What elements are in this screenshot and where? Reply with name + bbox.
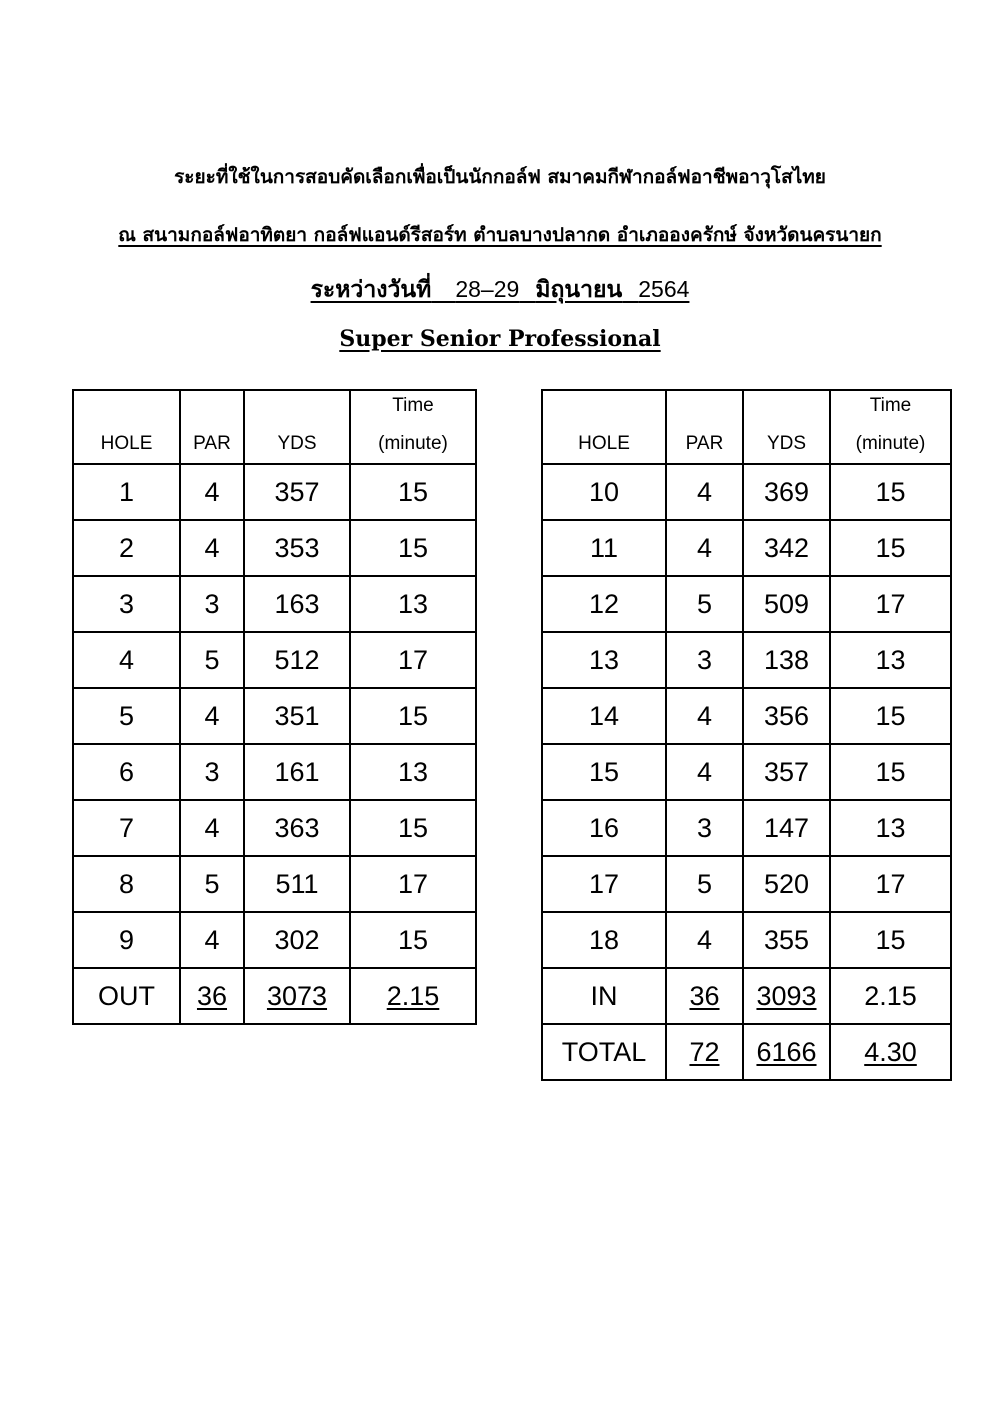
col-hole-header: HOLE — [73, 390, 180, 464]
table-row — [73, 576, 476, 632]
out-par: 36 — [180, 968, 244, 1024]
cell-time: 15 — [830, 520, 951, 576]
document-title — [0, 162, 1000, 192]
cell-time: 17 — [350, 632, 476, 688]
date-line — [0, 272, 1000, 308]
in-par: 36 — [666, 968, 743, 1024]
cell-hole: 9 — [73, 912, 180, 968]
cell-yds: 363 — [244, 800, 350, 856]
cell-time: 15 — [830, 464, 951, 520]
cell-par: 4 — [666, 912, 743, 968]
cell-par: 3 — [180, 576, 244, 632]
table-row — [542, 744, 951, 800]
cell-time: 17 — [830, 576, 951, 632]
cell-hole: 2 — [73, 520, 180, 576]
cell-par: 5 — [666, 576, 743, 632]
cell-hole: 16 — [542, 800, 666, 856]
date-prefix: ระหว่างวันที่ — [310, 276, 432, 303]
cell-hole: 14 — [542, 688, 666, 744]
table-row — [542, 912, 951, 968]
out-total-row — [73, 968, 476, 1024]
cell-time: 15 — [830, 912, 951, 968]
cell-time: 17 — [830, 856, 951, 912]
table-row — [73, 912, 476, 968]
cell-time: 17 — [350, 856, 476, 912]
cell-par: 4 — [666, 688, 743, 744]
cell-time: 13 — [350, 744, 476, 800]
cell-yds: 342 — [743, 520, 830, 576]
category-text: Super Senior Professional — [339, 326, 661, 352]
out-label: OUT — [73, 968, 180, 1024]
col-yds-header: YDS — [743, 390, 830, 464]
cell-par: 5 — [666, 856, 743, 912]
table-row — [542, 520, 951, 576]
table-row — [73, 688, 476, 744]
cell-hole: 5 — [73, 688, 180, 744]
cell-yds: 163 — [244, 576, 350, 632]
cell-hole: 13 — [542, 632, 666, 688]
cell-yds: 357 — [743, 744, 830, 800]
table-header-row — [73, 390, 476, 464]
col-time-header: Time (minute) — [350, 390, 476, 464]
cell-par: 4 — [666, 520, 743, 576]
cell-yds: 512 — [244, 632, 350, 688]
cell-time: 15 — [350, 464, 476, 520]
cell-par: 4 — [180, 520, 244, 576]
cell-hole: 3 — [73, 576, 180, 632]
venue-text: ณ สนามกอล์ฟอาทิตยา กอล์ฟแอนด์รีสอร์ท ตำบลบางปลากด อำเภอองครักษ์ จังหวัดนครนายก — [118, 224, 882, 246]
cell-time: 13 — [830, 800, 951, 856]
in-label: IN — [542, 968, 666, 1024]
grand-total-row — [542, 1024, 951, 1080]
cell-yds: 356 — [743, 688, 830, 744]
cell-time: 13 — [830, 632, 951, 688]
front-nine-table — [72, 389, 477, 1025]
cell-yds: 147 — [743, 800, 830, 856]
back-nine-table — [541, 389, 952, 1081]
table-row — [542, 464, 951, 520]
cell-time: 15 — [350, 688, 476, 744]
in-time: 2.15 — [830, 968, 951, 1024]
cell-time: 15 — [350, 912, 476, 968]
cell-yds: 355 — [743, 912, 830, 968]
table-row — [73, 464, 476, 520]
cell-hole: 7 — [73, 800, 180, 856]
cell-yds: 302 — [244, 912, 350, 968]
cell-hole: 10 — [542, 464, 666, 520]
cell-yds: 357 — [244, 464, 350, 520]
cell-hole: 12 — [542, 576, 666, 632]
cell-yds: 138 — [743, 632, 830, 688]
cell-hole: 1 — [73, 464, 180, 520]
cell-hole: 17 — [542, 856, 666, 912]
venue-line — [0, 220, 1000, 250]
cell-hole: 11 — [542, 520, 666, 576]
table-row — [73, 632, 476, 688]
category-line — [0, 326, 1000, 352]
cell-yds: 520 — [743, 856, 830, 912]
col-par-header: PAR — [666, 390, 743, 464]
cell-yds: 511 — [244, 856, 350, 912]
cell-hole: 15 — [542, 744, 666, 800]
table-row — [73, 520, 476, 576]
date-year: 2564 — [638, 276, 690, 302]
cell-yds: 369 — [743, 464, 830, 520]
in-total-row — [542, 968, 951, 1024]
cell-par: 5 — [180, 632, 244, 688]
date-days: 28–29 — [455, 276, 520, 302]
cell-time: 15 — [350, 520, 476, 576]
total-yds: 6166 — [743, 1024, 830, 1080]
out-time: 2.15 — [350, 968, 476, 1024]
cell-yds: 351 — [244, 688, 350, 744]
table-row — [542, 856, 951, 912]
total-time: 4.30 — [830, 1024, 951, 1080]
table-row — [542, 688, 951, 744]
total-par: 72 — [666, 1024, 743, 1080]
cell-par: 4 — [666, 464, 743, 520]
title-line-1: ระยะที่ใช้ในการสอบคัดเลือกเพื่อเป็นนักกอล์ฟ สมาคมกีฬากอล์ฟอาชีพอาวุโสไทย — [174, 166, 826, 188]
cell-hole: 8 — [73, 856, 180, 912]
cell-par: 4 — [180, 800, 244, 856]
total-label: TOTAL — [542, 1024, 666, 1080]
cell-yds: 161 — [244, 744, 350, 800]
table-row — [542, 800, 951, 856]
cell-par: 3 — [666, 800, 743, 856]
table-header-row — [542, 390, 951, 464]
cell-par: 5 — [180, 856, 244, 912]
cell-par: 3 — [180, 744, 244, 800]
cell-par: 4 — [180, 688, 244, 744]
date-month: มิถุนายน — [535, 276, 623, 303]
table-row — [542, 576, 951, 632]
cell-par: 4 — [180, 912, 244, 968]
table-row — [73, 744, 476, 800]
in-yds: 3093 — [743, 968, 830, 1024]
cell-time: 13 — [350, 576, 476, 632]
cell-hole: 6 — [73, 744, 180, 800]
col-yds-header: YDS — [244, 390, 350, 464]
cell-yds: 353 — [244, 520, 350, 576]
cell-time: 15 — [830, 744, 951, 800]
cell-yds: 509 — [743, 576, 830, 632]
cell-par: 3 — [666, 632, 743, 688]
table-row — [73, 800, 476, 856]
table-row — [73, 856, 476, 912]
cell-time: 15 — [350, 800, 476, 856]
cell-hole: 18 — [542, 912, 666, 968]
cell-par: 4 — [666, 744, 743, 800]
cell-time: 15 — [830, 688, 951, 744]
cell-hole: 4 — [73, 632, 180, 688]
cell-par: 4 — [180, 464, 244, 520]
col-hole-header: HOLE — [542, 390, 666, 464]
out-yds: 3073 — [244, 968, 350, 1024]
table-row — [542, 632, 951, 688]
col-time-header: Time (minute) — [830, 390, 951, 464]
col-par-header: PAR — [180, 390, 244, 464]
